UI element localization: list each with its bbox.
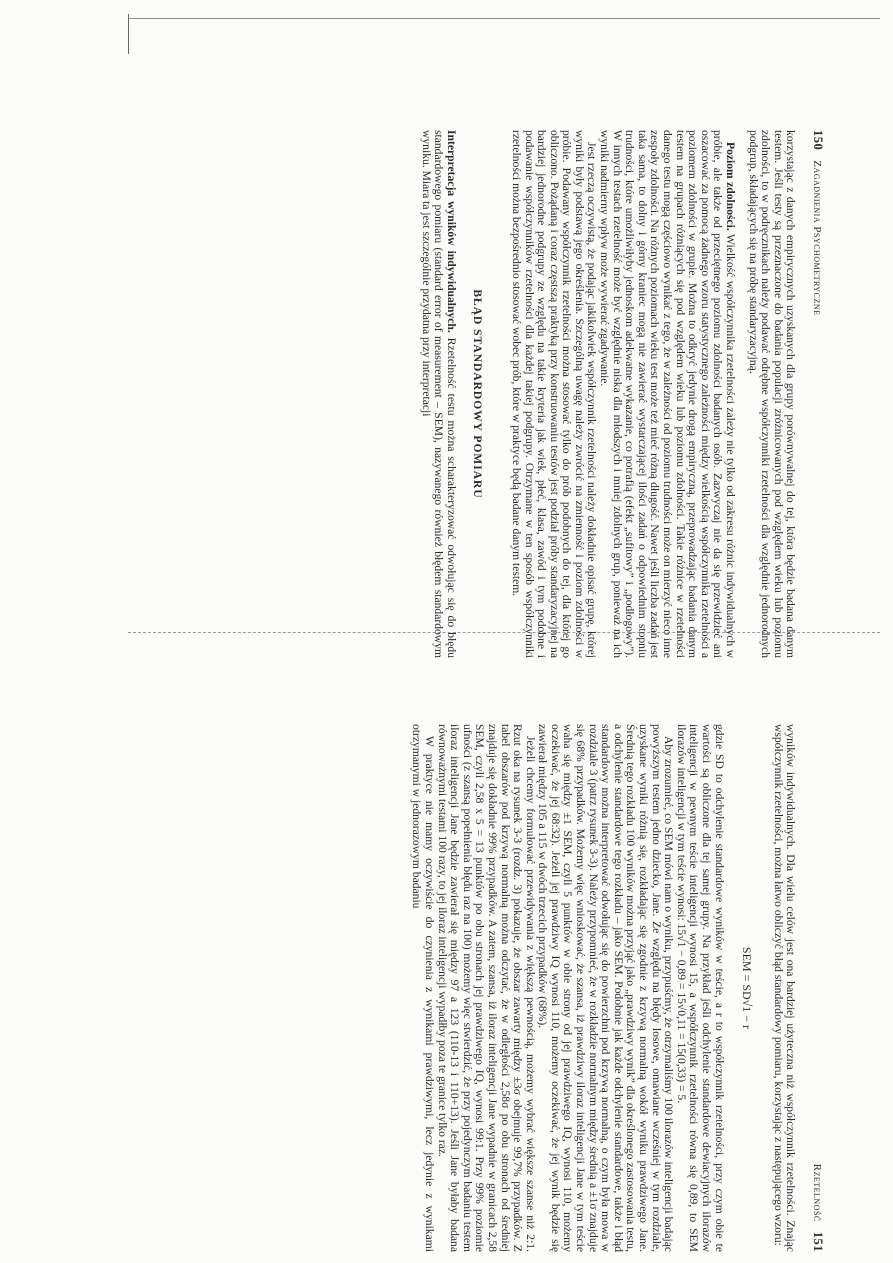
paragraph-body: Wielkość współczynnika rzetelności zależy nie tylko od zakresu różnic indywidualnych w próbie, ale także od przeciętnego poziomu zdolności badanych osób. Zazwyczaj nie da się przewidzieć ani oszacować za pomocą żadnego wzoru statystycznego zależności między wielkością współczynnika rzetelności a poziomem zdolności w grupie. Można to odkryć jedynie drogą empiryczną, przeprowadzając badania danym testem na grupach różniących się pod względem wieku lub poziomu zdolności. Takie różnice w rzetelności danego testu mogą częściowo wynikać z tego, że w zależności od poziomu trudności może on mierzyć nieco inne zespoły zdolności. Na różnych poziomach wieku test może też mieć różną długość. Nawet jeśli liczba zadań jest taka sama, to dolny i górny kraniec mogą nie zawierać wystarczającej ilości zadań o odpowiednim stopniu trudności, które umożliwiłyby jednoskom adekwatne wykazanie, co potrafią (efekt „sufitowy” i „podłogowy”). W innych testach rzetelność może być względnie niska dla młodszych i mniej zdolnych grup, ponieważ na ich wyniki nadmierny wpływ może wywierać zgadywanie. bbox=[598, 130, 738, 658]
paragraph-lead: Poziom zdolności. bbox=[724, 142, 738, 231]
page-number: 151 bbox=[811, 1231, 825, 1252]
sem-formula: SEM = SD√1 − r bbox=[740, 946, 755, 1030]
paragraph: wyników indywidualnych. Dla wielu celów jest ona bardziej użyteczna niż współczynnik rzetelności. Znając współczynnik rzetelności, można łatwo obliczyć błąd standardowy pomiaru, korzystając z następującego wzoru: bbox=[771, 724, 798, 1252]
page-150 bbox=[124, 130, 824, 658]
binding-edge bbox=[128, 14, 129, 54]
running-head-title: Zagadnienia Psychometryczne bbox=[811, 160, 823, 316]
paragraph-body: Rzetelność testu można scharakteryzować odwołując się do błędu standardowego pomiaru (standard error of measurement – SEM), nazywanego również błędem standardowym wyniku. Miara ta jest szczególnie przydatna przy interpretacji bbox=[419, 130, 458, 658]
top-page-edge bbox=[128, 18, 880, 19]
running-head-150 bbox=[810, 130, 824, 658]
paragraph bbox=[419, 130, 457, 658]
running-head-title: Rzetelność bbox=[811, 1163, 823, 1222]
paragraph: W praktyce nie mamy oczywiście do czynienia z wynikami prawdziwymi, lecz jedynie z wynikami otrzymanymi w jednorazowym badaniu bbox=[410, 724, 436, 1252]
paragraph: Jeżeli chcemy formułować przewidywania z większą pewnością, możemy wybrać większe szanse niż 2:1. Rzut oka na rysunek 3-3 (rozdz. 3) pokazuje, że obszar zawarty między ±3σ obejmuje 99,7% przypadków. Z tabel obszarów pod krzywą normalną można odczytać, że w odległości 2,58σ po obu stronach od średniej znajduje się dokładnie 99% przypadków. A zatem, szansa, iż iloraz inteligencji Jane wypadnie w granicach 2,58 SEM, czyli 2,58 x 5 = 13 punktów po obu stronach jej prawdziwego IQ, wynosi 99:1. Przy 99% poziomie ufności (z szansą popełnienia błędu raz na 100) możemy więc stwierdzić, że przy pojedynczym badaniu testem iloraz inteligencji Jane będzie zawierał się między 97 a 123 (110-13 i 110+13). Jeśli Jane byłaby badana równoważnymi testami 100 razy, to jej iloraz inteligencji wypadłby poza te granice tylko raz. bbox=[435, 724, 537, 1252]
paragraph: Aby zrozumieć, co SEM mówi nam o wyniku, przypuśćmy, że otrzymaliśmy 100 ilorazów inteligencji badając powyższym testem jedno dziecko, Jane. Ze względu na błędy losowe, omawiane wcześniej w tym rozdziale, uzyskane wyniki różnią się, rozkładając się zgodnie z krzywą normalną wokół wyniku prawdziwego Jane. Średnią tego rozkładu 100 wyników można przyjąć jako „prawdziwy wynik” dla określonego zastosowania testu, a odchylenie standardowe tego rozkładu – jako SEM. Podobnie jak każde odchylenie standardowe, także i błąd standardowy można interpretować odwołując się do powierzchni pod krzywą normalną, o czym była mowa w rozdziale 3 (patrz rysunek 3-3). Należy przypomnieć, że w rozkładzie normalnym między średnią a ±1σ znajduje się 68% przypadków. Możemy więc wnioskować, że szansa, iż prawdziwy iloraz inteligencji Jane w tym teście waha się między ±1 SEM, czyli 5 punktów w obie strony od jej prawdziwego IQ, wynosi 110, możemy oczekiwać, że jej 68:32). Jeżeli jej prawdziwy IQ wynosi 110, możemy oczekiwać, że jej wynik będzie się zawierał między 105 a 115 w dwóch trzecich przypadków (68%). bbox=[536, 724, 676, 1252]
section-heading: BŁĄD STANDARDOWY POMIARU bbox=[471, 289, 484, 499]
paragraph-lead: Interpretacja wyników indywidualnych. bbox=[444, 130, 458, 333]
running-head-151 bbox=[810, 724, 824, 1252]
paragraph: korzystając z danych empirycznych uzyskanych dla grupy porównywalnej do tej, która będzie badana danym testem. Jeśli testy są przeznaczone do badania populacji zróżnicowanych pod względem wieku lub poziomu zdolności, to w podręcznikach należy podawać odrębne współczynniki rzetelności dla względnie jednorodnych podgrup, składających się na próbę standaryzacyjną. bbox=[746, 130, 798, 658]
paragraph: Jest rzeczą oczywistą, że podając jakikolwiek współczynnik rzetelności należy dokładnie opisać grupę, której wyniki były podstawą jego określenia. Szczególną uwagę należy zwrócić na zmienność i poziom zdolności w próbie. Podawany współczynnik rzetelności można stosować tylko do prób podobnych do tej, dla której go obliczono. Pożądaną i coraz częstszą praktyką przy konstruowaniu testów jest podział próby standaryzacyjnej na bardziej jednorodne podgrupy ze względu na takie kryteria jak wiek, płeć, klasa, zawód i tym podobne i podawanie współczynników rzetelności dla każdej takiej podgrupy. Otrzymane w ten sposób współczynniki rzetelności można bezpośrednio stosować wobec prób, które w praktyce będą badane danym testem. bbox=[509, 130, 599, 658]
paragraph: gdzie SD to odchylenie standardowe wyników w teście, a r to współczynnik rzetelności, przy czym obie te wartości są obliczone dla tej samej grupy. Na przykład jeśli odchylenie standardowe dewiacyjnych ilorazów inteligencji w pewnym teście inteligencji wynosi 15, a współczynnik rzetelności równa się 0,89, to SEM ilorazów inteligencji w tym teście wynosi: 15√1 − 0,89 = 15√0,11 = 15(0,33) = 5. bbox=[674, 724, 726, 1252]
paragraph bbox=[598, 130, 737, 658]
page-number: 150 bbox=[811, 130, 825, 151]
page-151 bbox=[124, 724, 824, 1252]
